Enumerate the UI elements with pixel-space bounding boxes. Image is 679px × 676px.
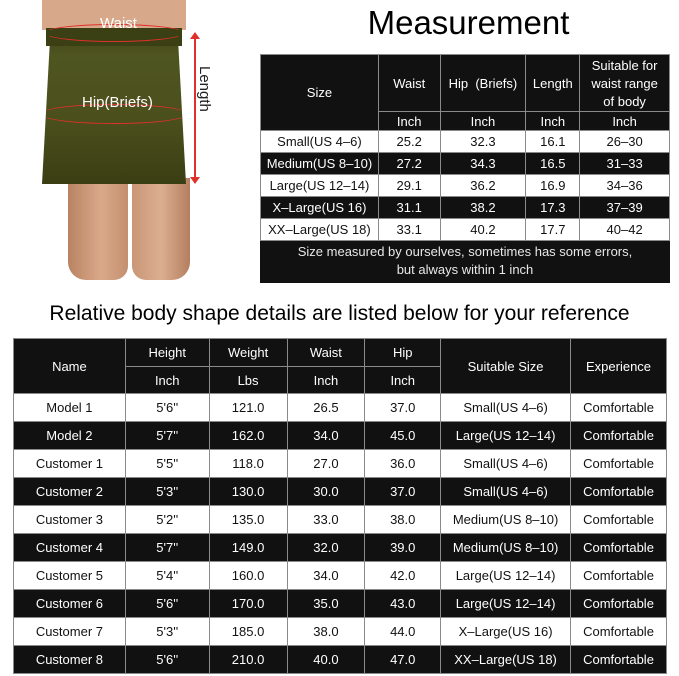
cell-height: 5'6'' [125,394,209,422]
cell-waist: 27.2 [378,153,440,175]
cell-name: Customer 5 [14,562,126,590]
header-range-line1: Suitable for [591,58,658,73]
cell-weight: 121.0 [209,394,287,422]
table-row [14,534,667,562]
waist-label: Waist [100,15,137,32]
table-row [261,175,670,197]
cell-length: 17.7 [526,219,580,241]
cell-waist: 26.5 [287,394,365,422]
cell-weight: 135.0 [209,506,287,534]
table-row [261,197,670,219]
cell-weight: 118.0 [209,450,287,478]
cell-name: Customer 2 [14,478,126,506]
body-shape-table [13,338,667,674]
cell-size: XX–Large(US 18) [261,219,379,241]
cell-experience: Comfortable [571,562,667,590]
header-name: Name [14,339,126,394]
cell-range: 37–39 [580,197,670,219]
cell-hip: 36.0 [365,450,441,478]
cell-size: Large(US 12–14) [441,422,571,450]
unit-height: Inch [125,367,209,394]
hip-label: Hip(Briefs) [82,94,153,111]
cell-height: 5'6'' [125,646,209,674]
cell-size: Small(US 4–6) [441,450,571,478]
cell-length: 16.9 [526,175,580,197]
cell-size: Medium(US 8–10) [261,153,379,175]
model-left-leg [68,178,128,280]
cell-range: 34–36 [580,175,670,197]
cell-height: 5'3'' [125,618,209,646]
header-length: Length [526,55,580,112]
cell-waist: 38.0 [287,618,365,646]
cell-waist: 29.1 [378,175,440,197]
cell-weight: 210.0 [209,646,287,674]
cell-height: 5'7'' [125,422,209,450]
cell-name: Customer 1 [14,450,126,478]
cell-range: 31–33 [580,153,670,175]
cell-name: Customer 4 [14,534,126,562]
table-row [14,422,667,450]
cell-size: X–Large(US 16) [441,618,571,646]
header-size: Size [261,55,379,131]
cell-height: 5'5'' [125,450,209,478]
cell-size: Small(US 4–6) [261,131,379,153]
unit-waist: Inch [378,112,440,131]
cell-size: Small(US 4–6) [441,394,571,422]
note-line-1: Size measured by ourselves, sometimes has some errors, [297,244,633,259]
unit-length: Inch [526,112,580,131]
cell-length: 17.3 [526,197,580,219]
header-range-line3: of body [603,94,646,109]
header-waist: Waist [378,55,440,112]
cell-hip: 37.0 [365,478,441,506]
cell-waist: 33.1 [378,219,440,241]
cell-hip: 40.2 [440,219,526,241]
cell-waist: 31.1 [378,197,440,219]
unit-hip: Inch [365,367,441,394]
cell-waist: 34.0 [287,422,365,450]
cell-height: 5'7'' [125,534,209,562]
measurement-title: Measurement [367,4,570,41]
cell-size: Large(US 12–14) [441,562,571,590]
header-weight: Weight [209,339,287,367]
table-row [14,562,667,590]
cell-experience: Comfortable [571,422,667,450]
cell-weight: 162.0 [209,422,287,450]
header-range-line2: waist range [591,76,658,91]
cell-experience: Comfortable [571,450,667,478]
cell-waist: 40.0 [287,646,365,674]
cell-size: Large(US 12–14) [261,175,379,197]
cell-length: 16.5 [526,153,580,175]
cell-hip: 47.0 [365,646,441,674]
header-experience: Experience [571,339,667,394]
cell-hip: 36.2 [440,175,526,197]
table-row [14,590,667,618]
cell-weight: 149.0 [209,534,287,562]
table-row [14,618,667,646]
cell-experience: Comfortable [571,590,667,618]
table-row [14,506,667,534]
size-measurement-table [260,54,670,283]
table-row [14,394,667,422]
cell-hip: 42.0 [365,562,441,590]
table-row [14,450,667,478]
cell-name: Customer 8 [14,646,126,674]
table-row [261,153,670,175]
header-waist-range [580,55,670,112]
unit-waist: Inch [287,367,365,394]
cell-experience: Comfortable [571,618,667,646]
unit-hip: Inch [440,112,526,131]
cell-experience: Comfortable [571,534,667,562]
body-shape-title: Relative body shape details are listed below for your reference [49,302,630,325]
unit-range: Inch [580,112,670,131]
cell-experience: Comfortable [571,394,667,422]
table-row [14,646,667,674]
model-right-leg [132,178,190,280]
cell-waist: 25.2 [378,131,440,153]
cell-size: XX–Large(US 18) [441,646,571,674]
cell-experience: Comfortable [571,646,667,674]
cell-length: 16.1 [526,131,580,153]
cell-height: 5'3'' [125,478,209,506]
cell-hip: 38.2 [440,197,526,219]
cell-name: Customer 6 [14,590,126,618]
cell-size: Large(US 12–14) [441,590,571,618]
cell-waist: 33.0 [287,506,365,534]
cell-waist: 32.0 [287,534,365,562]
header-suitable-size: Suitable Size [441,339,571,394]
table-row [14,478,667,506]
cell-hip: 38.0 [365,506,441,534]
length-label: Length [196,66,213,112]
cell-height: 5'2'' [125,506,209,534]
product-photo [0,0,258,280]
cell-size: Medium(US 8–10) [441,534,571,562]
table-row [261,131,670,153]
cell-experience: Comfortable [571,478,667,506]
table-row [261,219,670,241]
cell-experience: Comfortable [571,506,667,534]
header-hip: Hip (Briefs) [440,55,526,112]
cell-range: 40–42 [580,219,670,241]
note-line-2: but always within 1 inch [396,262,534,277]
cell-weight: 130.0 [209,478,287,506]
cell-name: Model 1 [14,394,126,422]
cell-hip: 45.0 [365,422,441,450]
header-hip: Hip [365,339,441,367]
cell-size: X–Large(US 16) [261,197,379,219]
cell-range: 26–30 [580,131,670,153]
cell-waist: 34.0 [287,562,365,590]
cell-weight: 160.0 [209,562,287,590]
cell-name: Customer 7 [14,618,126,646]
cell-size: Small(US 4–6) [441,478,571,506]
cell-hip: 43.0 [365,590,441,618]
cell-hip: 44.0 [365,618,441,646]
header-height: Height [125,339,209,367]
header-waist: Waist [287,339,365,367]
cell-waist: 30.0 [287,478,365,506]
cell-size: Medium(US 8–10) [441,506,571,534]
cell-height: 5'4'' [125,562,209,590]
cell-name: Model 2 [14,422,126,450]
cell-weight: 170.0 [209,590,287,618]
cell-name: Customer 3 [14,506,126,534]
cell-weight: 185.0 [209,618,287,646]
cell-hip: 39.0 [365,534,441,562]
cell-waist: 35.0 [287,590,365,618]
measurement-note [261,241,670,284]
unit-weight: Lbs [209,367,287,394]
cell-hip: 37.0 [365,394,441,422]
cell-height: 5'6'' [125,590,209,618]
cell-hip: 32.3 [440,131,526,153]
cell-hip: 34.3 [440,153,526,175]
cell-waist: 27.0 [287,450,365,478]
